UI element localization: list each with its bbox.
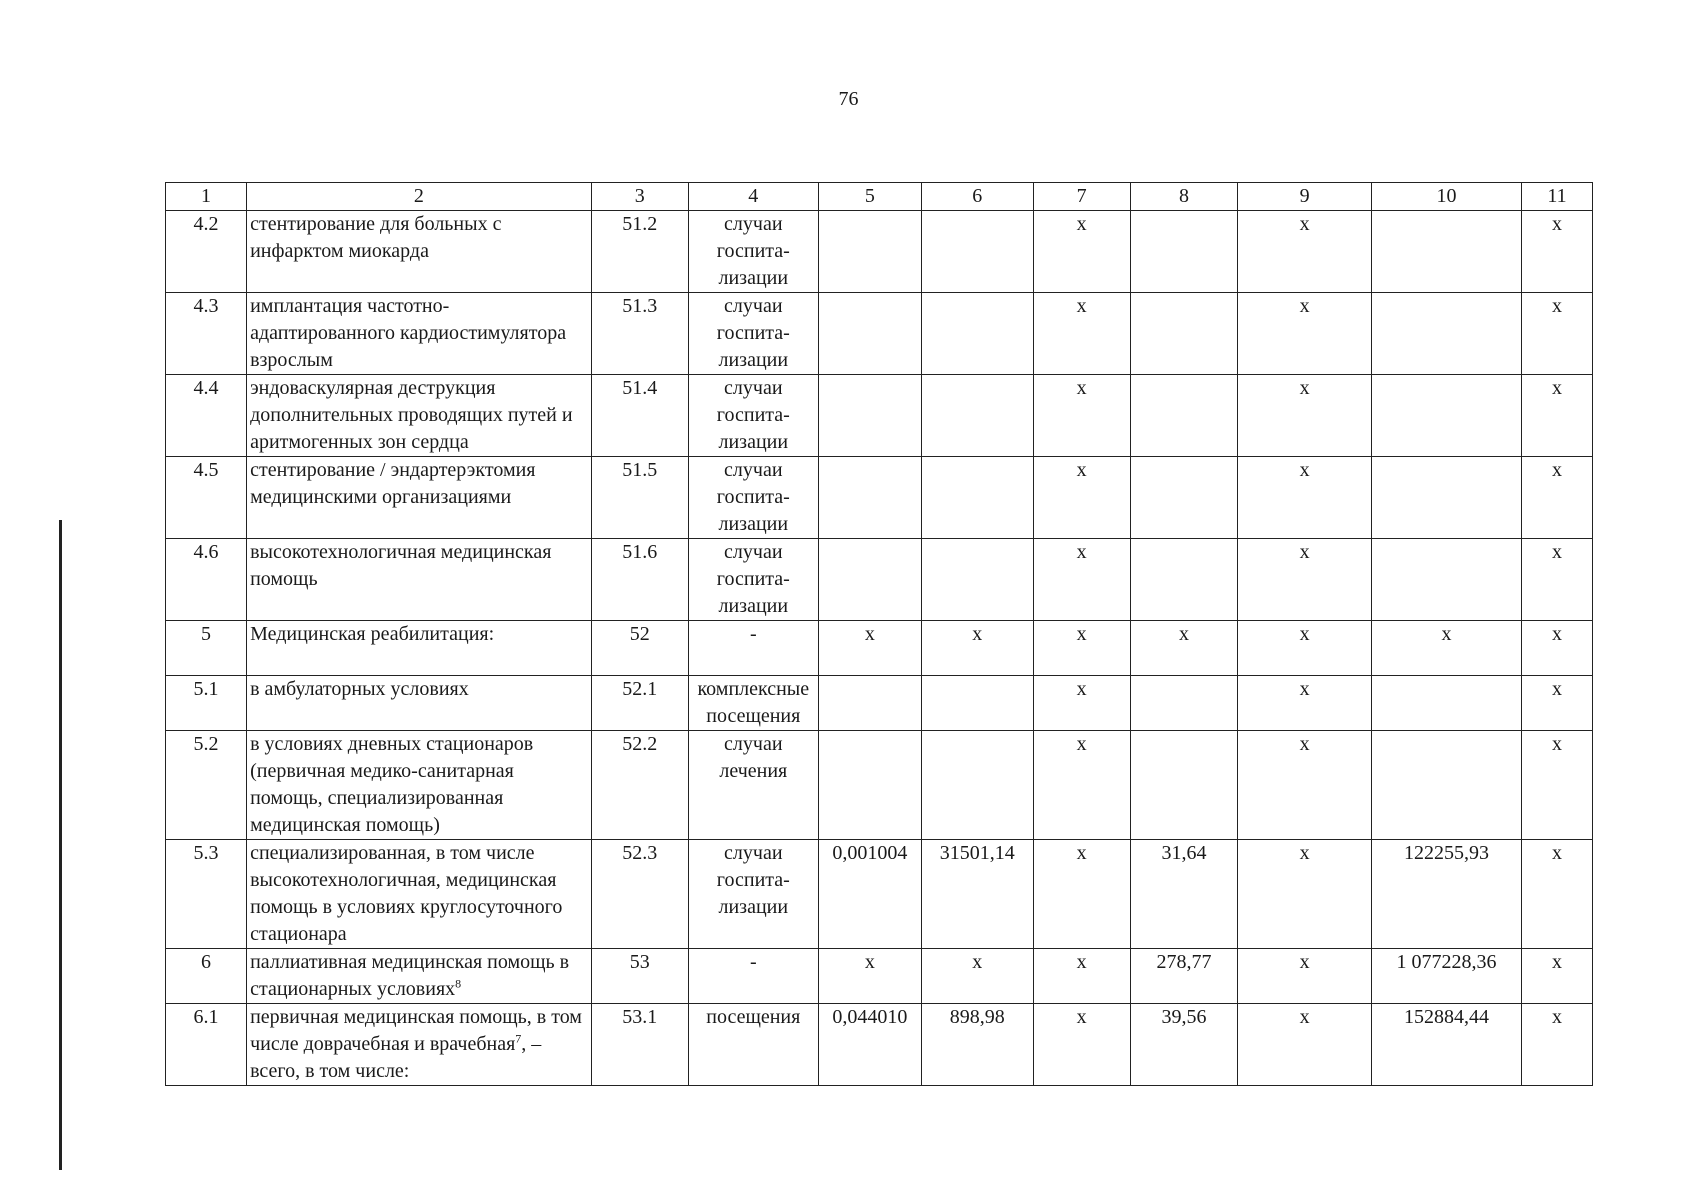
value-cell-8 [1130, 676, 1237, 731]
volume-table [165, 182, 1593, 1086]
value-cell-7: х [1033, 539, 1130, 621]
value-cell-9: х [1238, 840, 1372, 949]
value-cell-8 [1130, 211, 1237, 293]
value-cell-10 [1372, 211, 1522, 293]
value-cell-6: 898,98 [922, 1004, 1033, 1086]
row-code-cell: 52.1 [591, 676, 688, 731]
row-code-cell: 51.3 [591, 293, 688, 375]
value-cell-5 [818, 731, 921, 840]
row-name-cell [247, 676, 592, 731]
value-cell-9: х [1238, 457, 1372, 539]
row-name-cell [247, 457, 592, 539]
table-row [166, 949, 1593, 1004]
column-header: 1 [166, 183, 247, 211]
row-unit-cell: - [688, 621, 818, 676]
row-unit-cell: случаи госпита- лизации [688, 539, 818, 621]
column-header: 6 [922, 183, 1033, 211]
footnote-mark: 8 [455, 976, 462, 991]
row-unit-cell: случаи госпита- лизации [688, 840, 818, 949]
table-row [166, 1004, 1593, 1086]
value-cell-10 [1372, 676, 1522, 731]
value-cell-8: х [1130, 621, 1237, 676]
value-cell-9: х [1238, 621, 1372, 676]
row-number-cell: 4.2 [166, 211, 247, 293]
value-cell-7: х [1033, 621, 1130, 676]
row-code-cell: 51.2 [591, 211, 688, 293]
value-cell-8 [1130, 457, 1237, 539]
value-cell-9: х [1238, 375, 1372, 457]
row-name-text: Медицинская реабилитация: [250, 623, 495, 645]
value-cell-10: 1 077228,36 [1372, 949, 1522, 1004]
row-code-cell: 53.1 [591, 1004, 688, 1086]
row-code-cell: 52.3 [591, 840, 688, 949]
value-cell-10: 122255,93 [1372, 840, 1522, 949]
table-row [166, 457, 1593, 539]
value-cell-10 [1372, 293, 1522, 375]
row-number-cell: 4.4 [166, 375, 247, 457]
value-cell-7: х [1033, 211, 1130, 293]
value-cell-8 [1130, 375, 1237, 457]
column-header: 4 [688, 183, 818, 211]
value-cell-11: х [1521, 840, 1592, 949]
page-number: 76 [838, 88, 859, 110]
value-cell-10 [1372, 731, 1522, 840]
value-cell-8: 278,77 [1130, 949, 1237, 1004]
table-row [166, 621, 1593, 676]
value-cell-10 [1372, 539, 1522, 621]
value-cell-5 [818, 375, 921, 457]
value-cell-9: х [1238, 676, 1372, 731]
row-unit-cell: - [688, 949, 818, 1004]
value-cell-6: 31501,14 [922, 840, 1033, 949]
row-number-cell: 4.5 [166, 457, 247, 539]
value-cell-7: х [1033, 293, 1130, 375]
value-cell-6 [922, 375, 1033, 457]
column-header: 3 [591, 183, 688, 211]
value-cell-10: 152884,44 [1372, 1004, 1522, 1086]
value-cell-9: х [1238, 293, 1372, 375]
value-cell-5 [818, 293, 921, 375]
row-name-cell [247, 539, 592, 621]
value-cell-8: 31,64 [1130, 840, 1237, 949]
margin-scan-line [59, 520, 62, 1170]
value-cell-5 [818, 457, 921, 539]
row-unit-cell: случаи госпита- лизации [688, 457, 818, 539]
row-name-text: стентирование / эндартерэктомия медицинскими организациями [250, 459, 536, 508]
row-name-text: эндоваскулярная деструкция дополнительных проводящих путей и аритмогенных зон сердца [250, 377, 573, 453]
column-header: 8 [1130, 183, 1237, 211]
value-cell-6 [922, 676, 1033, 731]
row-code-cell: 53 [591, 949, 688, 1004]
value-cell-9: х [1238, 731, 1372, 840]
row-code-cell: 51.4 [591, 375, 688, 457]
row-unit-cell: случаи лечения [688, 731, 818, 840]
value-cell-6: х [922, 949, 1033, 1004]
value-cell-9: х [1238, 211, 1372, 293]
row-number-cell: 5.1 [166, 676, 247, 731]
value-cell-6 [922, 539, 1033, 621]
row-name-text: стентирование для больных с инфарктом миокарда [250, 213, 502, 262]
row-number-cell: 6 [166, 949, 247, 1004]
value-cell-11: х [1521, 1004, 1592, 1086]
value-cell-11: х [1521, 211, 1592, 293]
value-cell-5: 0,001004 [818, 840, 921, 949]
value-cell-10: х [1372, 621, 1522, 676]
row-code-cell: 52 [591, 621, 688, 676]
value-cell-11: х [1521, 375, 1592, 457]
table-row [166, 375, 1593, 457]
row-code-cell: 51.6 [591, 539, 688, 621]
value-cell-7: х [1033, 731, 1130, 840]
row-name-cell [247, 621, 592, 676]
table-row [166, 539, 1593, 621]
column-header: 5 [818, 183, 921, 211]
row-code-cell: 51.5 [591, 457, 688, 539]
footnote-mark: 7 [515, 1031, 522, 1046]
row-name-text: специализированная, в том числе высокотехнологичная, медицинская помощь в условиях круглосуточного стационара [250, 842, 563, 945]
value-cell-8 [1130, 731, 1237, 840]
table-row [166, 293, 1593, 375]
value-cell-8 [1130, 539, 1237, 621]
value-cell-5 [818, 539, 921, 621]
column-header: 10 [1372, 183, 1522, 211]
row-code-cell: 52.2 [591, 731, 688, 840]
value-cell-9: х [1238, 949, 1372, 1004]
value-cell-7: х [1033, 1004, 1130, 1086]
row-name-text: паллиативная медицинская помощь в стационарных условиях [250, 951, 570, 1000]
row-unit-cell: посещения [688, 1004, 818, 1086]
row-name-text: первичная медицинская помощь, в том числе доврачебная и врачебная [250, 1006, 582, 1055]
row-name-text: имплантация частотно- адаптированного кардиостимулятора взрослым [250, 295, 567, 371]
value-cell-6: х [922, 621, 1033, 676]
table-row [166, 731, 1593, 840]
value-cell-7: х [1033, 457, 1130, 539]
row-unit-cell: случаи госпита- лизации [688, 211, 818, 293]
value-cell-6 [922, 457, 1033, 539]
value-cell-8 [1130, 293, 1237, 375]
value-cell-11: х [1521, 457, 1592, 539]
value-cell-9: х [1238, 539, 1372, 621]
row-unit-cell: комплексные посещения [688, 676, 818, 731]
row-number-cell: 4.6 [166, 539, 247, 621]
value-cell-11: х [1521, 949, 1592, 1004]
row-name-cell [247, 293, 592, 375]
column-header: 2 [247, 183, 592, 211]
row-unit-cell: случаи госпита- лизации [688, 293, 818, 375]
row-name-text: высокотехнологичная медицинская помощь [250, 541, 552, 590]
row-number-cell: 4.3 [166, 293, 247, 375]
value-cell-5 [818, 211, 921, 293]
row-name-text: в амбулаторных условиях [250, 678, 469, 700]
row-name-cell [247, 840, 592, 949]
value-cell-5 [818, 676, 921, 731]
value-cell-7: х [1033, 840, 1130, 949]
value-cell-11: х [1521, 621, 1592, 676]
column-number-row [166, 183, 1593, 211]
value-cell-7: х [1033, 375, 1130, 457]
value-cell-9: х [1238, 1004, 1372, 1086]
row-number-cell: 5.3 [166, 840, 247, 949]
row-name-cell [247, 731, 592, 840]
value-cell-10 [1372, 457, 1522, 539]
row-number-cell: 6.1 [166, 1004, 247, 1086]
row-number-cell: 5.2 [166, 731, 247, 840]
row-name-cell [247, 1004, 592, 1086]
value-cell-10 [1372, 375, 1522, 457]
table-row [166, 211, 1593, 293]
value-cell-11: х [1521, 731, 1592, 840]
value-cell-11: х [1521, 293, 1592, 375]
table-row [166, 840, 1593, 949]
value-cell-5: х [818, 621, 921, 676]
value-cell-7: х [1033, 676, 1130, 731]
row-name-cell [247, 211, 592, 293]
value-cell-5: х [818, 949, 921, 1004]
column-header: 11 [1521, 183, 1592, 211]
row-number-cell: 5 [166, 621, 247, 676]
column-header: 9 [1238, 183, 1372, 211]
row-name-cell [247, 949, 592, 1004]
table-row [166, 676, 1593, 731]
value-cell-6 [922, 211, 1033, 293]
row-name-tail: , – всего, в том числе: [250, 1033, 542, 1082]
row-unit-cell: случаи госпита- лизации [688, 375, 818, 457]
value-cell-11: х [1521, 539, 1592, 621]
value-cell-11: х [1521, 676, 1592, 731]
column-header: 7 [1033, 183, 1130, 211]
row-name-cell [247, 375, 592, 457]
value-cell-6 [922, 293, 1033, 375]
value-cell-6 [922, 731, 1033, 840]
value-cell-8: 39,56 [1130, 1004, 1237, 1086]
row-name-text: в условиях дневных стационаров (первичная медико-санитарная помощь, специализированная медицинская помощь) [250, 733, 534, 836]
value-cell-5: 0,044010 [818, 1004, 921, 1086]
value-cell-7: х [1033, 949, 1130, 1004]
